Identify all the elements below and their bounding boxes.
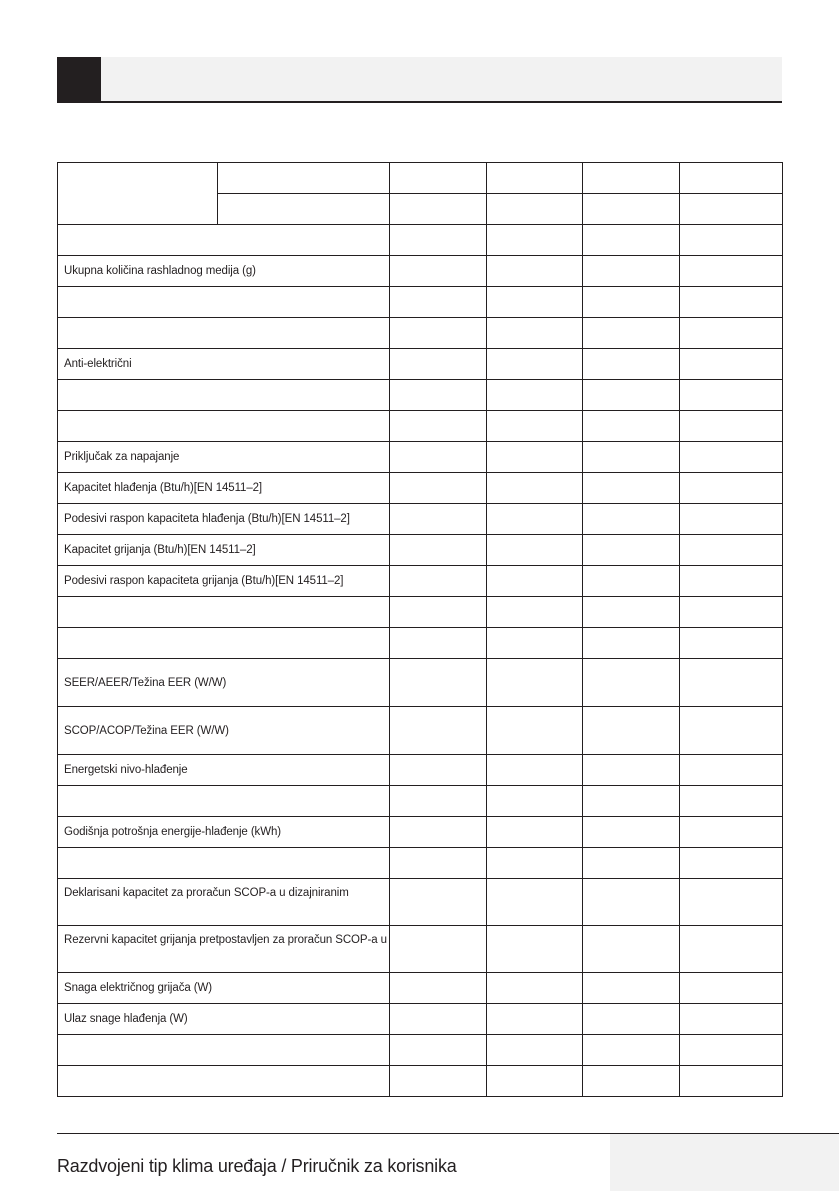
row-label: Ulaz snage hlađenja (W) bbox=[58, 1004, 390, 1035]
header-cell bbox=[218, 194, 390, 225]
table-row bbox=[58, 973, 783, 1004]
table-row bbox=[58, 628, 783, 659]
row-label: Godišnja potrošnja energije-hlađenje (kWh) bbox=[58, 817, 390, 848]
row-label: Ukupna količina rashladnog medija (g) bbox=[58, 256, 390, 287]
table-row bbox=[58, 473, 783, 504]
table-row bbox=[58, 504, 783, 535]
header-divider bbox=[57, 101, 782, 103]
row-label: Snaga električnog grijača (W) bbox=[58, 973, 390, 1004]
header-cell bbox=[390, 194, 487, 225]
table-row bbox=[58, 1004, 783, 1035]
table-row bbox=[58, 597, 783, 628]
header-cell bbox=[583, 194, 680, 225]
row-label bbox=[58, 786, 390, 817]
table-row bbox=[58, 566, 783, 597]
table-row bbox=[58, 349, 783, 380]
table-row bbox=[58, 659, 783, 707]
row-label: Rezervni kapacitet grijanja pretpostavljen za proračun SCOP-a u bbox=[58, 926, 390, 973]
row-label: Podesivi raspon kapaciteta hlađenja (Btu/h)[EN 14511–2] bbox=[58, 504, 390, 535]
header-cell bbox=[487, 163, 583, 194]
header-cell bbox=[58, 163, 218, 225]
header-cell bbox=[583, 163, 680, 194]
table-row bbox=[58, 755, 783, 786]
table-row bbox=[58, 380, 783, 411]
table-row bbox=[58, 926, 783, 973]
table-row bbox=[58, 287, 783, 318]
table-row bbox=[58, 442, 783, 473]
table-row bbox=[58, 411, 783, 442]
section-number-block bbox=[57, 57, 101, 101]
row-label bbox=[58, 1066, 390, 1097]
row-label bbox=[58, 628, 390, 659]
row-label bbox=[58, 1035, 390, 1066]
row-label bbox=[58, 318, 390, 349]
row-label bbox=[58, 287, 390, 318]
table-row bbox=[58, 786, 783, 817]
table-row bbox=[58, 1066, 783, 1097]
table-row bbox=[58, 817, 783, 848]
section-header-bar bbox=[57, 57, 782, 101]
row-label bbox=[58, 225, 390, 256]
row-label: Deklarisani kapacitet za proračun SCOP-a u dizajniranim bbox=[58, 879, 390, 926]
table-row bbox=[58, 1035, 783, 1066]
table-row bbox=[58, 318, 783, 349]
page-number-box bbox=[610, 1134, 839, 1191]
header-cell bbox=[218, 163, 390, 194]
row-label: Priključak za napajanje bbox=[58, 442, 390, 473]
header-cell bbox=[487, 194, 583, 225]
table-header-row bbox=[58, 163, 783, 194]
table-row bbox=[58, 225, 783, 256]
row-label: Kapacitet grijanja (Btu/h)[EN 14511–2] bbox=[58, 535, 390, 566]
specification-table bbox=[57, 162, 783, 1097]
table-row bbox=[58, 879, 783, 926]
row-label bbox=[58, 380, 390, 411]
row-label: Energetski nivo-hlađenje bbox=[58, 755, 390, 786]
table-row bbox=[58, 256, 783, 287]
table-row bbox=[58, 707, 783, 755]
row-label: Anti-električni bbox=[58, 349, 390, 380]
header-cell bbox=[680, 163, 783, 194]
header-cell bbox=[680, 194, 783, 225]
table-row bbox=[58, 848, 783, 879]
row-label: Podesivi raspon kapaciteta grijanja (Btu/h)[EN 14511–2] bbox=[58, 566, 390, 597]
row-label bbox=[58, 411, 390, 442]
table-row bbox=[58, 535, 783, 566]
row-label bbox=[58, 597, 390, 628]
row-label bbox=[58, 848, 390, 879]
row-label: SEER/AEER/Težina EER (W/W) bbox=[58, 659, 390, 707]
footer-title: Razdvojeni tip klima uređaja / Priručnik za korisnika bbox=[57, 1156, 457, 1176]
row-label: SCOP/ACOP/Težina EER (W/W) bbox=[58, 707, 390, 755]
row-label: Kapacitet hlađenja (Btu/h)[EN 14511–2] bbox=[58, 473, 390, 504]
header-cell bbox=[390, 163, 487, 194]
